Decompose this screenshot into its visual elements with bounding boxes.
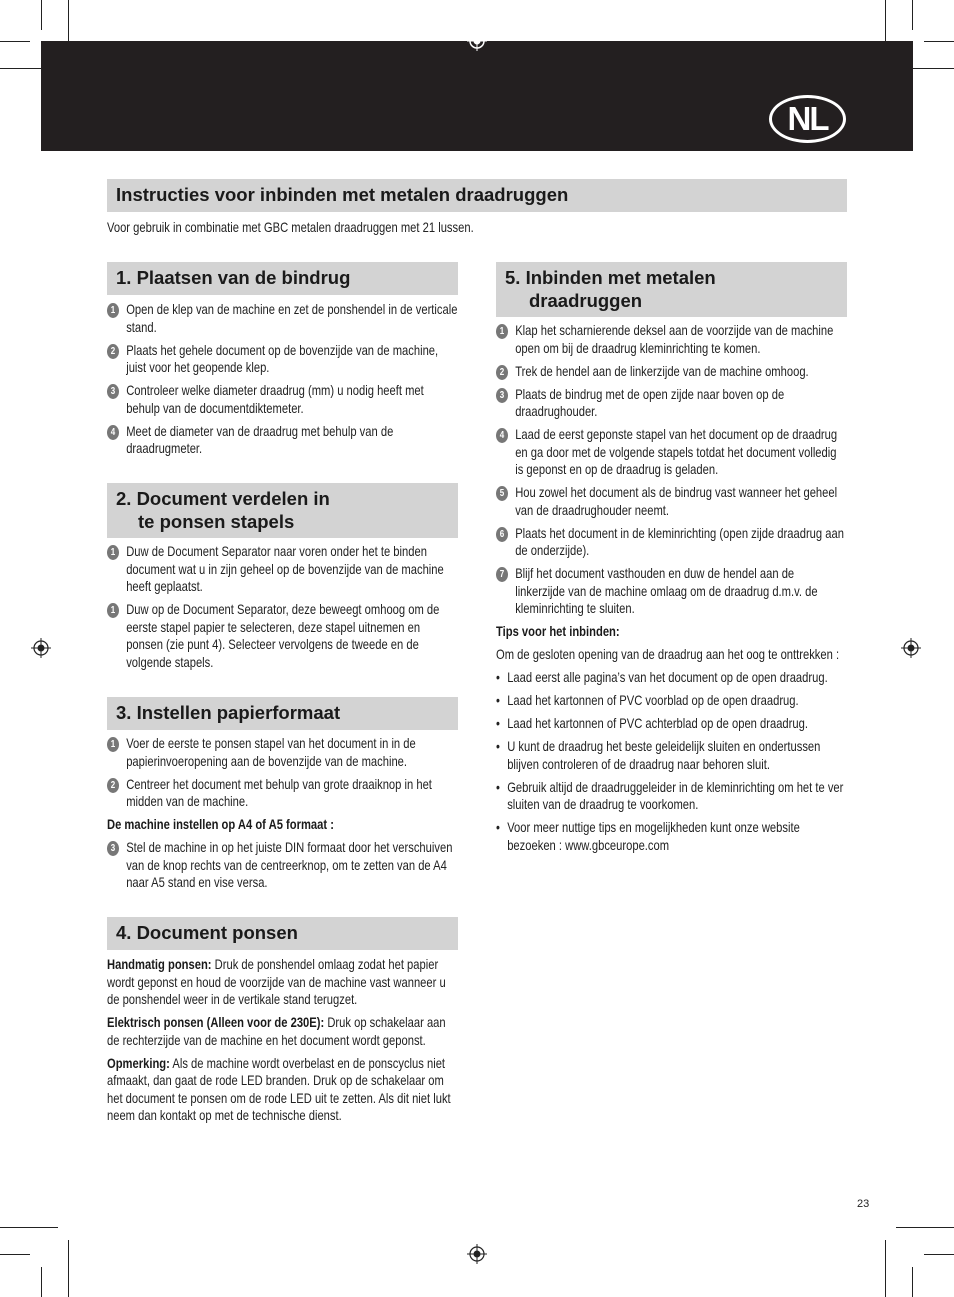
step-text: Trek de hendel aan de linkerzijde van de machine omhoog. (515, 362, 809, 379)
subtitle (107, 219, 847, 237)
list-item (107, 382, 458, 417)
step-number: 3 (107, 841, 119, 856)
list-item (107, 423, 458, 458)
section-1-header (107, 262, 458, 295)
tips-intro: Om de gesloten opening van de draadrug aan het oog te onttrekken : (496, 646, 840, 662)
step-number: 6 (496, 527, 508, 542)
list-item (107, 776, 458, 811)
list-item (107, 301, 458, 336)
section-5-header (496, 262, 847, 317)
step-number: 2 (107, 344, 119, 359)
list-item (496, 426, 847, 479)
step-number: 4 (107, 425, 119, 440)
section-heading: 4. Document ponsen (116, 922, 298, 943)
step-text: Hou zowel het document als de bindrug vast wanneer het geheel van de draadrughouder neemt. (515, 484, 838, 518)
crop-mark (896, 1227, 954, 1228)
step-text: Plaats het document in de kleminrichting (open zijde draadrug aan de onderzijde). (515, 524, 844, 558)
list-item (496, 386, 847, 421)
step-text: Duw de Document Separator naar voren onder het te binden document wat u in zijn geheel op de bovenzijde van de machine heeft geplaatst. (126, 543, 444, 594)
step-number: 1 (107, 303, 119, 318)
step-text: Blijf het document vasthouden en duw de hendel aan de linkerzijde van de machine omlaag om de draadrug d.m.v. de kleminrichting te sluiten. (515, 565, 818, 616)
crop-mark (912, 1267, 913, 1297)
list-item (496, 322, 847, 357)
section-heading: 5. Inbinden met metalen (505, 267, 716, 288)
tip-item: • Laad het kartonnen of PVC voorblad op de open draadrug. (496, 692, 847, 710)
step-number: 1 (107, 737, 119, 752)
step-text: Laad de eerst geponste stapel van het document op de draadrug en ga door met de volgende stapels totdat het document volledig is geponst en op de draadrug is geladen. (515, 426, 838, 477)
step-text: Meet de diameter van de draadrug met behulp van de draadrugmeter. (126, 422, 394, 456)
step-text: Controleer welke diameter draadrug (mm) u nodig heeft met behulp van de documentdiktemeter. (126, 382, 424, 416)
registration-mark-icon (467, 31, 487, 51)
page-title: Instructies voor inbinden met metalen draadruggen (116, 184, 569, 205)
section-heading: te ponsen stapels (138, 511, 295, 532)
registration-mark-icon (901, 638, 921, 658)
list-item (496, 363, 847, 381)
step-number: 3 (107, 384, 119, 399)
step-number: 5 (496, 486, 508, 501)
list-item (496, 484, 847, 519)
list-item (107, 839, 458, 892)
step-number: 7 (496, 567, 508, 582)
list-item (496, 565, 847, 618)
step-text: Stel de machine in op het juiste DIN formaat door het verschuiven van de knop rechts van de centreerknop, om te zetten van de A4 naar A5 stand en vise versa. (126, 839, 453, 890)
crop-mark (924, 41, 954, 42)
step-text: Open de klep van de machine en zet de ponshendel in de verticale stand. (126, 301, 458, 335)
step-number: 2 (496, 365, 508, 380)
language-badge: NL (769, 95, 846, 143)
paragraph (107, 1055, 458, 1125)
list-item (107, 342, 458, 377)
registration-mark-icon (467, 1244, 487, 1264)
section-2-list (107, 543, 458, 677)
step-number: 4 (496, 428, 508, 443)
paragraph-text: Druk op schakelaar aan de rechterzijde van de machine en het document wordt geponst. (107, 1014, 446, 1048)
subtitle-text: Voor gebruik in combinatie met GBC metalen draadruggen met 21 lussen. (107, 219, 474, 235)
step-number: 3 (496, 388, 508, 403)
tip-item: • Gebruik altijd de draadruggeleider in de kleminrichting om het te ver sluiten van de draadrug te voorkomen. (496, 779, 847, 814)
crop-mark (41, 1267, 42, 1297)
section-4-body (107, 956, 458, 1130)
step-text: Plaats het gehele document op de bovenzijde van de machine, juist voor het geopende klep. (126, 341, 439, 375)
paragraph-lead: Opmerking: (107, 1054, 170, 1071)
tip-item: • Voor meer nuttige tips en mogelijkheden kunt onze website bezoeken : www.gbceurope.com (496, 819, 847, 854)
page-title-bar (107, 179, 847, 212)
section-5-list (496, 322, 847, 860)
page-number: 23 (857, 1198, 870, 1210)
list-item (107, 601, 458, 671)
tips-heading: Tips voor het inbinden: (496, 623, 620, 639)
step-number: 2 (107, 778, 119, 793)
tip-item: • Laad eerst alle pagina’s van het document op de open draadrug. (496, 669, 847, 687)
paragraph (107, 1014, 458, 1049)
crop-mark (0, 1254, 30, 1255)
list-item (496, 525, 847, 560)
crop-mark (924, 1254, 954, 1255)
registration-mark-icon (31, 638, 51, 658)
list-item (107, 543, 458, 596)
section-heading: 2. Document verdelen in (116, 488, 330, 509)
section-heading: draadruggen (529, 290, 643, 311)
paragraph-text: Druk de ponshendel omlaag zodat het papier wordt geponst en houd de voorzijde van de machine vast wanneer u de ponshendel weer in de vertikale stand terugzet. (107, 956, 446, 1007)
section-3-header (107, 697, 458, 730)
step-text: Klap het scharnierende deksel aan de voorzijde van de machine open om bij de draadrug kleminrichting te komen. (515, 322, 834, 356)
section-heading: 1. Plaatsen van de bindrug (116, 267, 351, 288)
crop-mark (0, 41, 30, 42)
section-heading: 3. Instellen papierformaat (116, 702, 341, 723)
step-text: Plaats de bindrug met de open zijde naar boven op de draadrughouder. (515, 385, 785, 419)
step-number: 1 (496, 324, 508, 339)
section-4-header (107, 917, 458, 950)
list-item (107, 735, 458, 770)
tip-item: • Laad het kartonnen of PVC achterblad op de open draadrug. (496, 715, 847, 733)
paragraph-lead: Handmatig ponsen: (107, 956, 212, 972)
crop-mark (885, 1240, 886, 1297)
section-3-list (107, 735, 458, 897)
paragraph-text: Als de machine wordt overbelast en de ponscyclus niet afmaakt, dan gaat de rode LED branden. Druk op de schakelaar om het document te ponsen om de rode LED uit te zetten. Als dit niet lukt neem dan kontakt op met de technische dienst. (107, 1054, 451, 1123)
paragraph (107, 956, 458, 1009)
crop-mark (41, 0, 42, 30)
subheading: De machine instellen op A4 of A5 formaat : (107, 816, 334, 832)
crop-mark (912, 0, 913, 30)
step-number: 1 (107, 603, 119, 618)
step-number: 1 (107, 545, 119, 560)
paragraph-lead: Elektrisch ponsen (Alleen voor de 230E): (107, 1014, 325, 1030)
step-text: Voer de eerste te ponsen stapel van het document in in de papierinvoeropening aan de bovenzijde van de machine. (126, 735, 416, 769)
step-text: Centreer het document met behulp van grote draaiknop in het midden van de machine. (126, 775, 432, 809)
section-1-list (107, 301, 458, 463)
tip-item: • U kunt de draadrug het beste geleidelijk sluiten en ondertussen blijven controleren of de draadrug naar behoren sluit. (496, 738, 847, 773)
section-2-header (107, 483, 458, 538)
crop-mark (0, 1227, 58, 1228)
step-text: Duw op de Document Separator, deze beweegt omhoog om de eerste stapel papier te selecteren, deze stapel uitnemen en ponsen (zie punt 4). Selecteer vervolgens de tweede en de volgende stapels. (126, 601, 440, 670)
crop-mark (68, 1240, 69, 1297)
